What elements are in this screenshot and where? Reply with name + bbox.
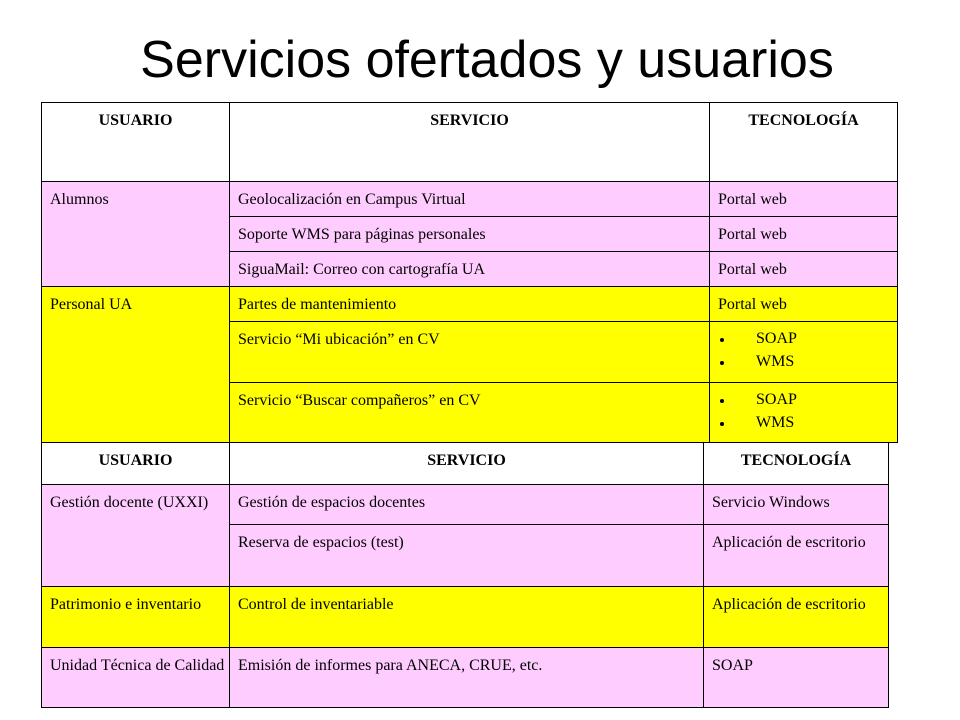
page-title: Servicios ofertados y usuarios — [140, 31, 834, 89]
tecnologia-cell: Aplicación de escritorio — [703, 586, 889, 648]
usuario-cell: Alumnos — [41, 181, 230, 287]
header-usuario: USUARIO — [41, 102, 230, 182]
bullet-item: SOAP — [718, 388, 897, 411]
bullet-item: SOAP — [718, 327, 897, 350]
header-servicio: SERVICIO — [229, 442, 704, 485]
servicio-cell: Control de inventariable — [229, 586, 704, 648]
header-tecnologia: TECNOLOGÍA — [703, 442, 889, 485]
tecnologia-bullet-list — [718, 327, 897, 373]
tecnologia-cell: Portal web — [709, 181, 898, 217]
usuario-cell: Patrimonio e inventario — [41, 586, 230, 648]
tecnologia-bullet-list — [718, 388, 897, 434]
bullet-item: WMS — [718, 350, 897, 373]
servicio-cell: Servicio “Buscar compañeros” en CV — [229, 382, 710, 443]
servicio-cell: Partes de mantenimiento — [229, 286, 710, 322]
tecnologia-cell: SOAP — [703, 647, 889, 708]
tecnologia-cell: Portal web — [709, 286, 898, 322]
servicio-cell: SiguaMail: Correo con cartografía UA — [229, 251, 710, 287]
tecnologia-cell — [709, 382, 898, 443]
header-servicio: SERVICIO — [229, 102, 710, 182]
tecnologia-cell: Portal web — [709, 251, 898, 287]
servicio-cell: Reserva de espacios (test) — [229, 524, 704, 587]
servicio-cell: Geolocalización en Campus Virtual — [229, 181, 710, 217]
tecnologia-cell: Portal web — [709, 216, 898, 252]
usuario-cell: Unidad Técnica de Calidad — [41, 647, 230, 708]
bullet-item: WMS — [718, 411, 897, 434]
tecnologia-cell — [709, 321, 898, 383]
header-usuario: USUARIO — [41, 442, 230, 485]
tecnologia-cell: Servicio Windows — [703, 484, 889, 525]
usuario-cell: Personal UA — [41, 286, 230, 443]
servicio-cell: Emisión de informes para ANECA, CRUE, etc. — [229, 647, 704, 708]
servicio-cell: Gestión de espacios docentes — [229, 484, 704, 525]
tecnologia-cell: Aplicación de escritorio — [703, 524, 889, 587]
header-tecnologia: TECNOLOGÍA — [709, 102, 898, 182]
usuario-cell: Gestión docente (UXXI) — [41, 484, 230, 587]
servicio-cell: Servicio “Mi ubicación” en CV — [229, 321, 710, 383]
servicio-cell: Soporte WMS para páginas personales — [229, 216, 710, 252]
